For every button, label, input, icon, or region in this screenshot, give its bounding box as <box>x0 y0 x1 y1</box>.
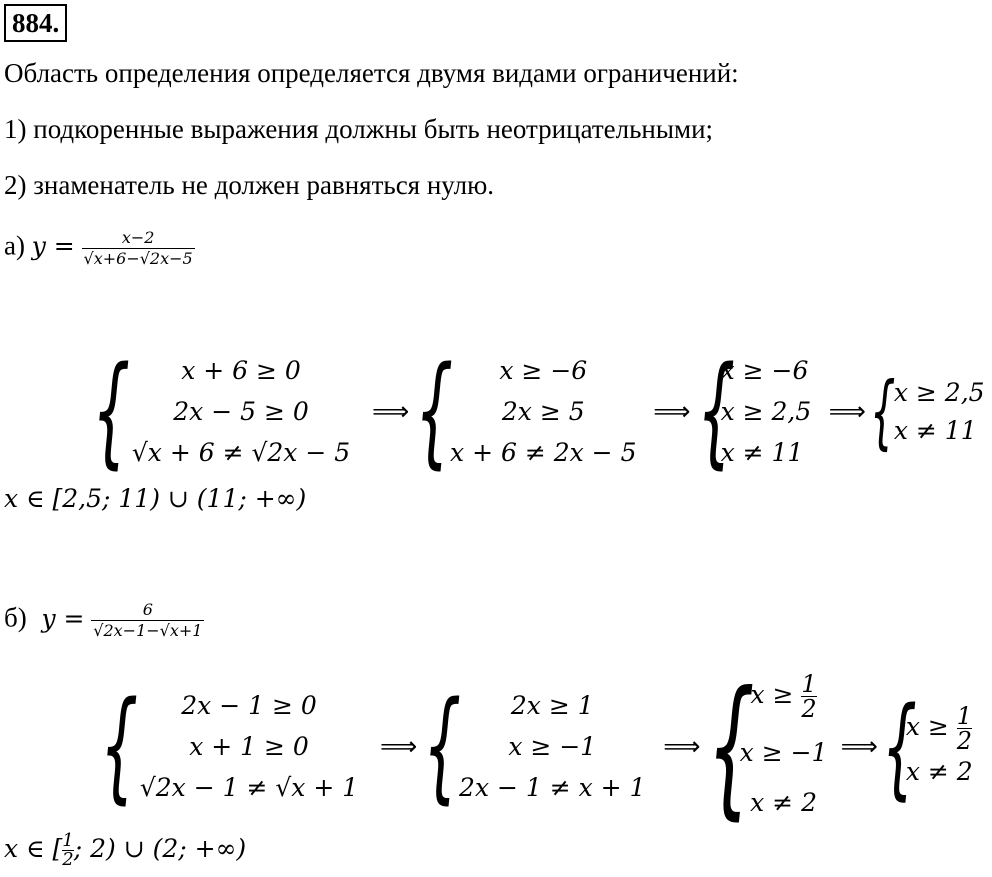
part-a-s1-row3: √x + 6 ≠ √2x − 5 <box>131 438 351 467</box>
part-b-system-1 <box>100 677 374 816</box>
part-b-formula <box>4 600 204 641</box>
part-a-s3-row2: x ≥ 2,5 <box>720 397 812 426</box>
part-a-s3-row3: x ≠ 11 <box>720 438 804 467</box>
brace-icon: { <box>696 342 735 481</box>
part-b-numerator: 6 <box>142 600 153 619</box>
problem-number: 884. <box>4 4 67 42</box>
part-b-answer: x ∈ [ $\frac{1}{2}$ ; 2) ∪ (2; +∞) <box>4 830 247 870</box>
implies-arrow-icon: ⟹ <box>653 397 691 427</box>
part-a-s1-row1: x + 6 ≥ 0 <box>181 356 301 385</box>
brace-icon: { <box>415 342 454 481</box>
part-a-answer: x ∈ [2,5; 11) ∪ (11; +∞) <box>4 484 307 513</box>
brace-icon: { <box>869 365 896 458</box>
brace-icon: { <box>100 677 139 816</box>
part-b-system-2 <box>423 677 657 816</box>
part-a-s2-row3: x + 6 ≠ 2x − 5 <box>450 438 637 467</box>
brace-icon: { <box>706 660 755 834</box>
part-b-s3-row2: x ≥ −1 <box>739 737 828 767</box>
brace-icon: { <box>92 342 131 481</box>
part-a-system-1 <box>92 342 366 481</box>
part-b-system-3 <box>706 660 837 834</box>
part-b-s1-row1: 2x − 1 ≥ 0 <box>181 691 317 720</box>
brace-icon: { <box>881 683 917 811</box>
implies-arrow-icon: ⟹ <box>372 397 410 427</box>
part-b-s1-row3: √2x − 1 ≠ √x + 1 <box>139 773 359 802</box>
part-a-s3-row1: x ≥ −6 <box>720 356 809 385</box>
part-b-chain <box>100 660 992 834</box>
part-a-numerator: x−2 <box>121 228 155 247</box>
intro-line-3: 2) знаменатель не должен равняться нулю. <box>4 170 495 200</box>
one-half-fraction: $\frac{1}{2}$ <box>62 830 74 870</box>
part-b-s4-row1: x ≥ $\frac{1}{2}$ <box>905 701 973 755</box>
part-a-s4-row2: x ≠ 11 <box>893 416 977 445</box>
part-b-fraction <box>91 600 204 641</box>
part-a-chain <box>92 342 990 481</box>
one-half-fraction: $\frac{1}{2}$ <box>956 701 973 755</box>
part-b-label: б) <box>4 602 27 633</box>
intro-line-2: 1) подкоренные выражения должны быть неотрицательными; <box>4 114 714 144</box>
implies-arrow-icon: ⟹ <box>828 397 866 427</box>
part-b-s1-row2: x + 1 ≥ 0 <box>189 732 309 761</box>
part-a-system-4 <box>869 365 990 458</box>
part-a-system-3 <box>696 342 825 481</box>
implies-arrow-icon: ⟹ <box>380 732 418 762</box>
implies-arrow-icon: ⟹ <box>840 732 878 762</box>
part-b-denominator: √2x−1−√x+1 <box>93 621 203 640</box>
part-b-lhs: y = <box>41 603 85 633</box>
part-b-s2-row3: 2x − 1 ≠ x + 1 <box>459 773 646 802</box>
part-a-s4-row1: x ≥ 2,5 <box>893 378 985 407</box>
part-b-s4-row2: x ≠ 2 <box>905 756 973 786</box>
part-b-system-4 <box>881 683 992 811</box>
part-b-s2-row2: x ≥ −1 <box>508 732 597 761</box>
part-a-system-2 <box>415 342 647 481</box>
part-a-s1-row2: 2x − 5 ≥ 0 <box>173 397 309 426</box>
part-b-s2-row1: 2x ≥ 1 <box>510 691 594 720</box>
part-a-label: а) <box>4 230 25 261</box>
part-a-denominator: √x+6−√2x−5 <box>83 249 193 268</box>
part-b-s3-row3: x ≠ 2 <box>750 788 817 817</box>
part-b-s3-row1: x ≥ $\frac{1}{2}$ <box>750 670 817 723</box>
implies-arrow-icon: ⟹ <box>663 732 701 762</box>
brace-icon: { <box>423 677 462 816</box>
part-a-lhs: y = <box>31 231 75 261</box>
part-a-formula <box>4 228 195 269</box>
intro-line-1: Область определения определяется двумя видами ограничений: <box>4 58 739 88</box>
part-a-s2-row1: x ≥ −6 <box>499 356 588 385</box>
part-a-s2-row2: 2x ≥ 5 <box>501 397 585 426</box>
one-half-fraction: $\frac{1}{2}$ <box>801 670 817 723</box>
part-a-fraction <box>82 228 195 269</box>
